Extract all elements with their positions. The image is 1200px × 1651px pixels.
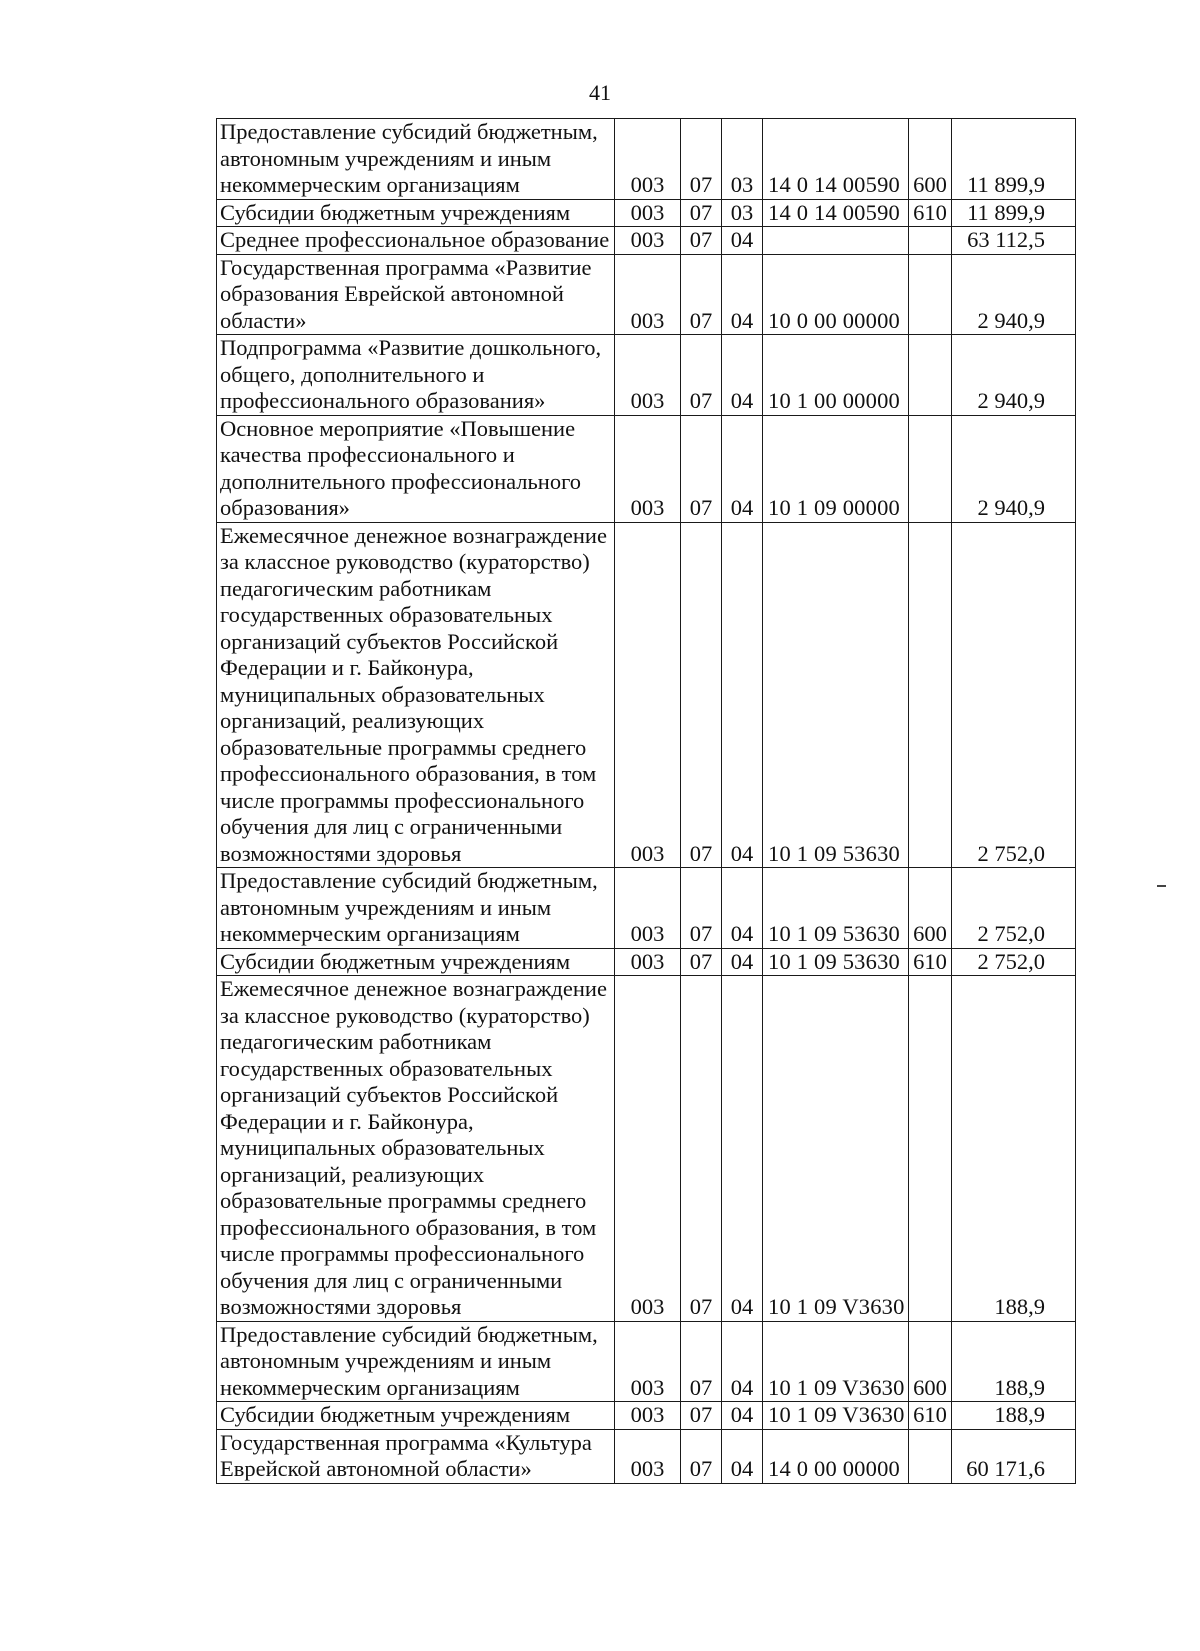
- ministry-code: 003: [615, 119, 681, 200]
- expense-type-code: [909, 335, 952, 416]
- section-code: 07: [681, 522, 722, 868]
- ministry-code: 003: [615, 1429, 681, 1483]
- expense-type-code: 610: [909, 1402, 952, 1430]
- scan-dash-mark: [1157, 885, 1166, 887]
- amount: 2 940,9: [952, 254, 1076, 335]
- expense-type-code: [909, 254, 952, 335]
- target-article-code: 10 1 00 00000: [763, 335, 909, 416]
- subsection-code: 04: [722, 415, 763, 522]
- budget-table: [216, 118, 1076, 1484]
- expense-type-code: 610: [909, 948, 952, 976]
- subsection-code: 03: [722, 119, 763, 200]
- section-code: 07: [681, 1402, 722, 1430]
- table-row: [217, 522, 1076, 868]
- table-row: [217, 948, 1076, 976]
- target-article-code: 10 1 09 53630: [763, 948, 909, 976]
- ministry-code: 003: [615, 227, 681, 255]
- section-code: 07: [681, 254, 722, 335]
- amount: 188,9: [952, 1321, 1076, 1402]
- row-name: Государственная программа «Развитие образования Еврейской автономной области»: [217, 254, 615, 335]
- amount: 2 752,0: [952, 522, 1076, 868]
- target-article-code: 10 0 00 00000: [763, 254, 909, 335]
- ministry-code: 003: [615, 199, 681, 227]
- expense-type-code: 610: [909, 199, 952, 227]
- section-code: 07: [681, 119, 722, 200]
- row-name: Подпрограмма «Развитие дошкольного, общего, дополнительного и профессионального образования»: [217, 335, 615, 416]
- table-row: [217, 227, 1076, 255]
- table-row: [217, 415, 1076, 522]
- ministry-code: 003: [615, 522, 681, 868]
- ministry-code: 003: [615, 868, 681, 949]
- amount: 11 899,9: [952, 199, 1076, 227]
- target-article-code: 10 1 09 V3630: [763, 1321, 909, 1402]
- expense-type-code: [909, 227, 952, 255]
- ministry-code: 003: [615, 1321, 681, 1402]
- target-article-code: [763, 227, 909, 255]
- row-name: Ежемесячное денежное вознаграждение за классное руководство (кураторство) педагогическим работникам государственных образовательных организаций субъектов Российской Федерации и г. Байконура, муниципальных образовательных организаций, реализующих образовательные программы среднего профессионального образования, в том числе программы профессионального обучения для лиц с ограниченными возможностями здоровья: [217, 522, 615, 868]
- amount: 188,9: [952, 1402, 1076, 1430]
- amount: 2 940,9: [952, 335, 1076, 416]
- row-name: Предоставление субсидий бюджетным, автономным учреждениям и иным некоммерческим организациям: [217, 119, 615, 200]
- expense-type-code: 600: [909, 868, 952, 949]
- target-article-code: 14 0 00 00000: [763, 1429, 909, 1483]
- section-code: 07: [681, 976, 722, 1322]
- ministry-code: 003: [615, 415, 681, 522]
- amount: 60 171,6: [952, 1429, 1076, 1483]
- table-row: [217, 119, 1076, 200]
- section-code: 07: [681, 1429, 722, 1483]
- row-name: Предоставление субсидий бюджетным, автономным учреждениям и иным некоммерческим организациям: [217, 868, 615, 949]
- ministry-code: 003: [615, 1402, 681, 1430]
- table-row: [217, 868, 1076, 949]
- ministry-code: 003: [615, 976, 681, 1322]
- amount: 63 112,5: [952, 227, 1076, 255]
- table-row: [217, 335, 1076, 416]
- subsection-code: 04: [722, 976, 763, 1322]
- row-name: Среднее профессиональное образование: [217, 227, 615, 255]
- subsection-code: 04: [722, 1429, 763, 1483]
- expense-type-code: [909, 976, 952, 1322]
- expense-type-code: 600: [909, 1321, 952, 1402]
- target-article-code: 14 0 14 00590: [763, 199, 909, 227]
- target-article-code: 14 0 14 00590: [763, 119, 909, 200]
- section-code: 07: [681, 415, 722, 522]
- row-name: Ежемесячное денежное вознаграждение за классное руководство (кураторство) педагогическим работникам государственных образовательных организаций субъектов Российской Федерации и г. Байконура, муниципальных образовательных организаций, реализующих образовательные программы среднего профессионального образования, в том числе программы профессионального обучения для лиц с ограниченными возможностями здоровья: [217, 976, 615, 1322]
- subsection-code: 04: [722, 522, 763, 868]
- amount: 2 940,9: [952, 415, 1076, 522]
- page-number: 41: [589, 80, 611, 105]
- section-code: 07: [681, 335, 722, 416]
- row-name: Субсидии бюджетным учреждениям: [217, 948, 615, 976]
- subsection-code: 04: [722, 335, 763, 416]
- amount: 2 752,0: [952, 948, 1076, 976]
- subsection-code: 03: [722, 199, 763, 227]
- table-row: [217, 1321, 1076, 1402]
- expense-type-code: [909, 522, 952, 868]
- table-row: [217, 254, 1076, 335]
- row-name: Субсидии бюджетным учреждениям: [217, 199, 615, 227]
- row-name: Предоставление субсидий бюджетным, автономным учреждениям и иным некоммерческим организациям: [217, 1321, 615, 1402]
- row-name: Субсидии бюджетным учреждениям: [217, 1402, 615, 1430]
- subsection-code: 04: [722, 254, 763, 335]
- section-code: 07: [681, 227, 722, 255]
- table-row: [217, 1402, 1076, 1430]
- ministry-code: 003: [615, 335, 681, 416]
- subsection-code: 04: [722, 868, 763, 949]
- target-article-code: 10 1 09 00000: [763, 415, 909, 522]
- table-row: [217, 976, 1076, 1322]
- section-code: 07: [681, 868, 722, 949]
- subsection-code: 04: [722, 948, 763, 976]
- expense-type-code: [909, 1429, 952, 1483]
- row-name: Государственная программа «Культура Еврейской автономной области»: [217, 1429, 615, 1483]
- table-row: [217, 199, 1076, 227]
- amount: 11 899,9: [952, 119, 1076, 200]
- section-code: 07: [681, 948, 722, 976]
- ministry-code: 003: [615, 254, 681, 335]
- subsection-code: 04: [722, 1402, 763, 1430]
- target-article-code: 10 1 09 V3630: [763, 1402, 909, 1430]
- section-code: 07: [681, 1321, 722, 1402]
- target-article-code: 10 1 09 53630: [763, 522, 909, 868]
- amount: 188,9: [952, 976, 1076, 1322]
- subsection-code: 04: [722, 227, 763, 255]
- row-name: Основное мероприятие «Повышение качества профессионального и дополнительного профессионального образования»: [217, 415, 615, 522]
- subsection-code: 04: [722, 1321, 763, 1402]
- expense-type-code: [909, 415, 952, 522]
- section-code: 07: [681, 199, 722, 227]
- ministry-code: 003: [615, 948, 681, 976]
- expense-type-code: 600: [909, 119, 952, 200]
- amount: 2 752,0: [952, 868, 1076, 949]
- table-row: [217, 1429, 1076, 1483]
- target-article-code: 10 1 09 V3630: [763, 976, 909, 1322]
- target-article-code: 10 1 09 53630: [763, 868, 909, 949]
